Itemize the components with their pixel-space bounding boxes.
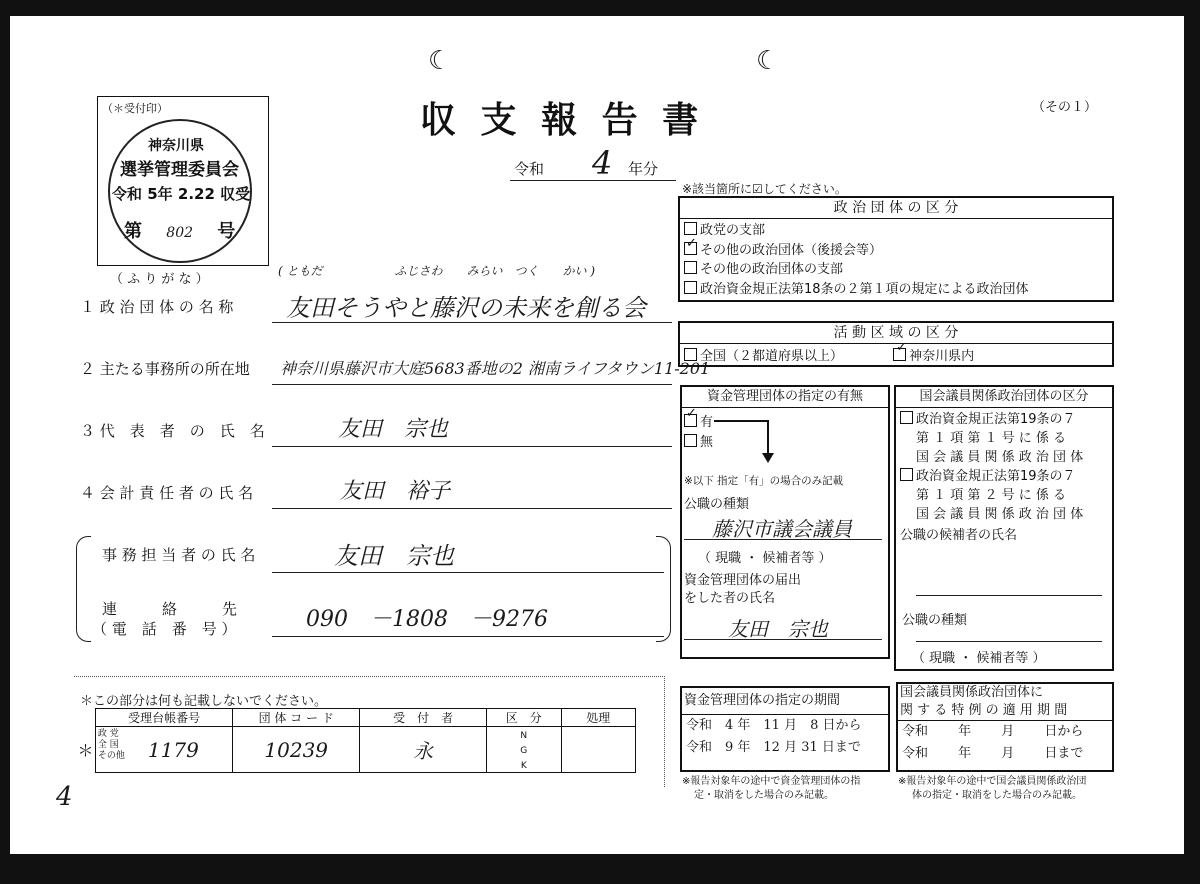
activity-area-title: 活 動 区 域 の 区 分 (680, 323, 1112, 344)
report-year (510, 144, 676, 182)
fund-note: ※以下 指定「有」の場合のみ記載 (684, 475, 844, 487)
receiver-value: 永 (413, 739, 434, 763)
clerk-line (272, 572, 664, 573)
fund-reporter-label-1: 資金管理団体の届出 (684, 573, 802, 588)
group-code-value: 10239 (264, 737, 329, 762)
year-suffix: 年分 (628, 160, 659, 178)
org-type-options (680, 219, 1112, 301)
furigana-value: ( ともだ ふじさわ みらい つく かい ) (278, 264, 595, 278)
diet-opt1-line3: 国 会 議 員 関 係 政 治 団 体 (916, 450, 1084, 465)
field-address-value: 神奈川県藤沢市大庭5683番地の2 湘南ライフタウン11-201 (280, 359, 711, 378)
special-title-1: 国会議員関係政治団体に (900, 685, 1044, 700)
td-group-code (233, 727, 360, 773)
clerk-value: 友田 宗也 (334, 542, 454, 570)
stamp-label: （＊受付印） (102, 102, 168, 115)
side-label-party: 政 党 (97, 729, 119, 739)
org-type-option[interactable] (684, 280, 1108, 300)
contact-bracket-left (76, 536, 91, 642)
fund-status: （ 現職 ・ 候補者等 ） (698, 551, 832, 566)
fund-no-label: 無 (700, 435, 714, 450)
org-type-option[interactable] (684, 235, 1108, 261)
field-address-line (272, 384, 672, 385)
stamp-line-1: 神奈川県 (148, 138, 204, 154)
org-type-option-label: 政治資金規正法第18条の２第１項の規定による政治団体 (700, 281, 1029, 297)
stamp-number-suffix: 号 (217, 221, 236, 242)
special-row-1: 令和 年 月 日から (902, 724, 1084, 739)
org-type-checkbox[interactable]: ✓ (684, 242, 697, 255)
period-note-2: 定・取消をした場合のみ記載。 (694, 790, 834, 801)
field-org-name-line (272, 322, 672, 323)
org-type-title: 政 治 団 体 の 区 分 (680, 198, 1112, 219)
punch-hole-mark: ☾ (756, 46, 780, 76)
furigana-label: （ ふ り が な ） (110, 272, 209, 287)
org-type-box (678, 196, 1114, 302)
diet-cand-label: 公職の候補者の氏名 (900, 528, 1018, 543)
area-national-label: 全国（２都道府県以上） (700, 349, 844, 364)
fund-mgmt-box (680, 385, 890, 659)
period-row-1: 令和 4 年 11 月 8 日から (686, 718, 862, 733)
diet-opt2-line3: 国 会 議 員 関 係 政 治 団 体 (916, 507, 1084, 522)
report-year-value: 4 (592, 144, 613, 182)
field-org-name-value: 友田そうやと藤沢の未来を創る会 (286, 294, 646, 322)
field-treasurer-line (272, 508, 672, 509)
stamp-line-3: 令和 5年 2.22 収受 (112, 185, 251, 203)
stamp-line-2: 選挙管理委員会 (120, 160, 239, 180)
checkbox-diet-2[interactable] (900, 468, 913, 481)
area-national-option[interactable] (684, 349, 843, 364)
period-row-2: 令和 9 年 12 月 31 日まで (686, 740, 861, 755)
diet-option-2[interactable] (900, 467, 1108, 486)
period-note-1: ※報告対象年の途中で資金管理団体の指 (682, 776, 861, 787)
checkbox-fund-yes[interactable]: ✓ (684, 414, 697, 427)
category-value: N G K (520, 731, 528, 771)
area-pref-label: 神奈川県内 (909, 349, 975, 364)
fund-post-line (684, 539, 882, 540)
diet-post-line (916, 641, 1102, 642)
fund-yes-label: 有 (700, 415, 714, 430)
phone-label-1: 連 絡 先 (102, 600, 238, 618)
page-title: 収 支 報 告 書 (420, 100, 705, 141)
report-sheet (10, 16, 1184, 854)
field-treasurer-value: 友田 裕子 (340, 479, 451, 504)
part-label: （その１） (1032, 100, 1098, 115)
contact-bracket-right (656, 536, 671, 642)
td-processing (561, 727, 636, 773)
diet-opt1-line2: 第 １ 項 第 １ 号 に 係 る (916, 431, 1067, 446)
org-type-option-label: 政党の支部 (700, 223, 766, 238)
checkbox-diet-1[interactable] (900, 411, 913, 424)
field-address-label: ２ 主たる事務所の所在地 (80, 360, 250, 378)
activity-area-box (678, 321, 1114, 367)
special-note-2: 体の指定・取消をした場合のみ記載。 (912, 790, 1082, 801)
diet-box (894, 385, 1114, 671)
arrow-annotation (712, 409, 782, 469)
fund-reporter-label-2: をした者の氏名 (684, 591, 776, 606)
org-type-option[interactable] (684, 260, 1108, 280)
diet-title: 国会議員関係政治団体の区分 (896, 387, 1112, 408)
field-rep-value: 友田 宗也 (338, 417, 449, 442)
stamp-line-4 (124, 217, 235, 243)
diet-opt1-line1: 政治資金規正法第19条の７ (916, 412, 1076, 427)
td-receiver (360, 727, 487, 773)
phone-label-2: （ 電 話 番 号 ） (92, 620, 237, 638)
checkbox-pref[interactable]: ✓ (893, 348, 906, 361)
th-ledger: 受理台帳番号 (95, 709, 232, 727)
diet-opt2-line1: 政治資金規正法第19条の７ (916, 469, 1076, 484)
side-label-other: その他 (97, 751, 125, 761)
td-category (487, 727, 561, 773)
th-receiver: 受 付 者 (360, 709, 487, 727)
page-mark: 4 (56, 782, 73, 812)
period-box (680, 686, 890, 772)
diet-opt2-line2: 第 １ 項 第 ２ 号 に 係 る (916, 488, 1067, 503)
office-use-note: ＊この部分は何も記載しないでください。 (80, 694, 328, 709)
asterisk-mark: ＊ (77, 741, 94, 760)
field-rep-label: ３ 代 表 者 の 氏 名 (80, 422, 265, 440)
checkbox-national[interactable] (684, 348, 697, 361)
org-type-checkbox[interactable] (684, 261, 697, 274)
reception-stamp (108, 119, 252, 263)
diet-post-label: 公職の種類 (902, 613, 968, 628)
reception-stamp-box (97, 96, 269, 266)
era-label: 令和 (514, 160, 545, 178)
check-note: ※該当箇所に☑してください。 (682, 182, 847, 196)
reception-table (76, 708, 636, 773)
phone-value: 090 －1808 －9276 (306, 607, 548, 632)
field-org-name-label: １ 政 治 団 体 の 名 称 (80, 298, 234, 316)
fund-post-value: 藤沢市議会議員 (712, 517, 852, 541)
fund-reporter-line (684, 639, 882, 640)
clerk-label: 事 務 担 当 者 の 氏 名 (102, 546, 256, 564)
checkbox-fund-no[interactable] (684, 434, 697, 447)
special-note-1: ※報告対象年の途中で国会議員関係政治団 (898, 776, 1087, 787)
fund-post-label: 公職の種類 (684, 497, 750, 512)
diet-status: （ 現職 ・ 候補者等 ） (912, 651, 1046, 666)
diet-cand-line (916, 595, 1102, 596)
field-rep-line (272, 446, 672, 447)
special-row-2: 令和 年 月 日まで (902, 746, 1084, 761)
phone-line (272, 636, 664, 637)
stamp-number: 802 (166, 225, 194, 241)
fund-reporter-value: 友田 宗也 (728, 617, 828, 641)
fund-no-option[interactable] (684, 431, 713, 450)
period-title: 資金管理団体の指定の期間 (682, 688, 888, 715)
ledger-number: 1179 (147, 737, 199, 762)
org-type-checkbox[interactable] (684, 281, 697, 294)
th-category: 区 分 (487, 709, 561, 727)
org-type-option-label: その他の政治団体（後援会等） (700, 242, 883, 258)
fund-yes-option[interactable] (684, 406, 714, 430)
org-type-option-label: その他の政治団体の支部 (700, 262, 844, 277)
field-treasurer-label: ４ 会 計 責 任 者 の 氏 名 (80, 484, 254, 502)
side-label-national: 全 国 (97, 740, 119, 750)
org-type-option[interactable] (684, 221, 1108, 241)
th-group-code: 団 体 コ ー ド (233, 709, 360, 727)
fund-mgmt-title: 資金管理団体の指定の有無 (682, 387, 888, 408)
diet-option-1[interactable] (900, 410, 1108, 429)
area-pref-option[interactable] (893, 340, 975, 364)
stamp-number-prefix: 第 (124, 221, 142, 242)
td-ledger (95, 727, 232, 773)
special-box (896, 682, 1114, 772)
special-title-2: 関 す る 特 例 の 適 用 期 間 (898, 702, 1112, 721)
punch-hole-mark: ☾ (428, 46, 452, 76)
th-processing: 処理 (561, 709, 636, 727)
